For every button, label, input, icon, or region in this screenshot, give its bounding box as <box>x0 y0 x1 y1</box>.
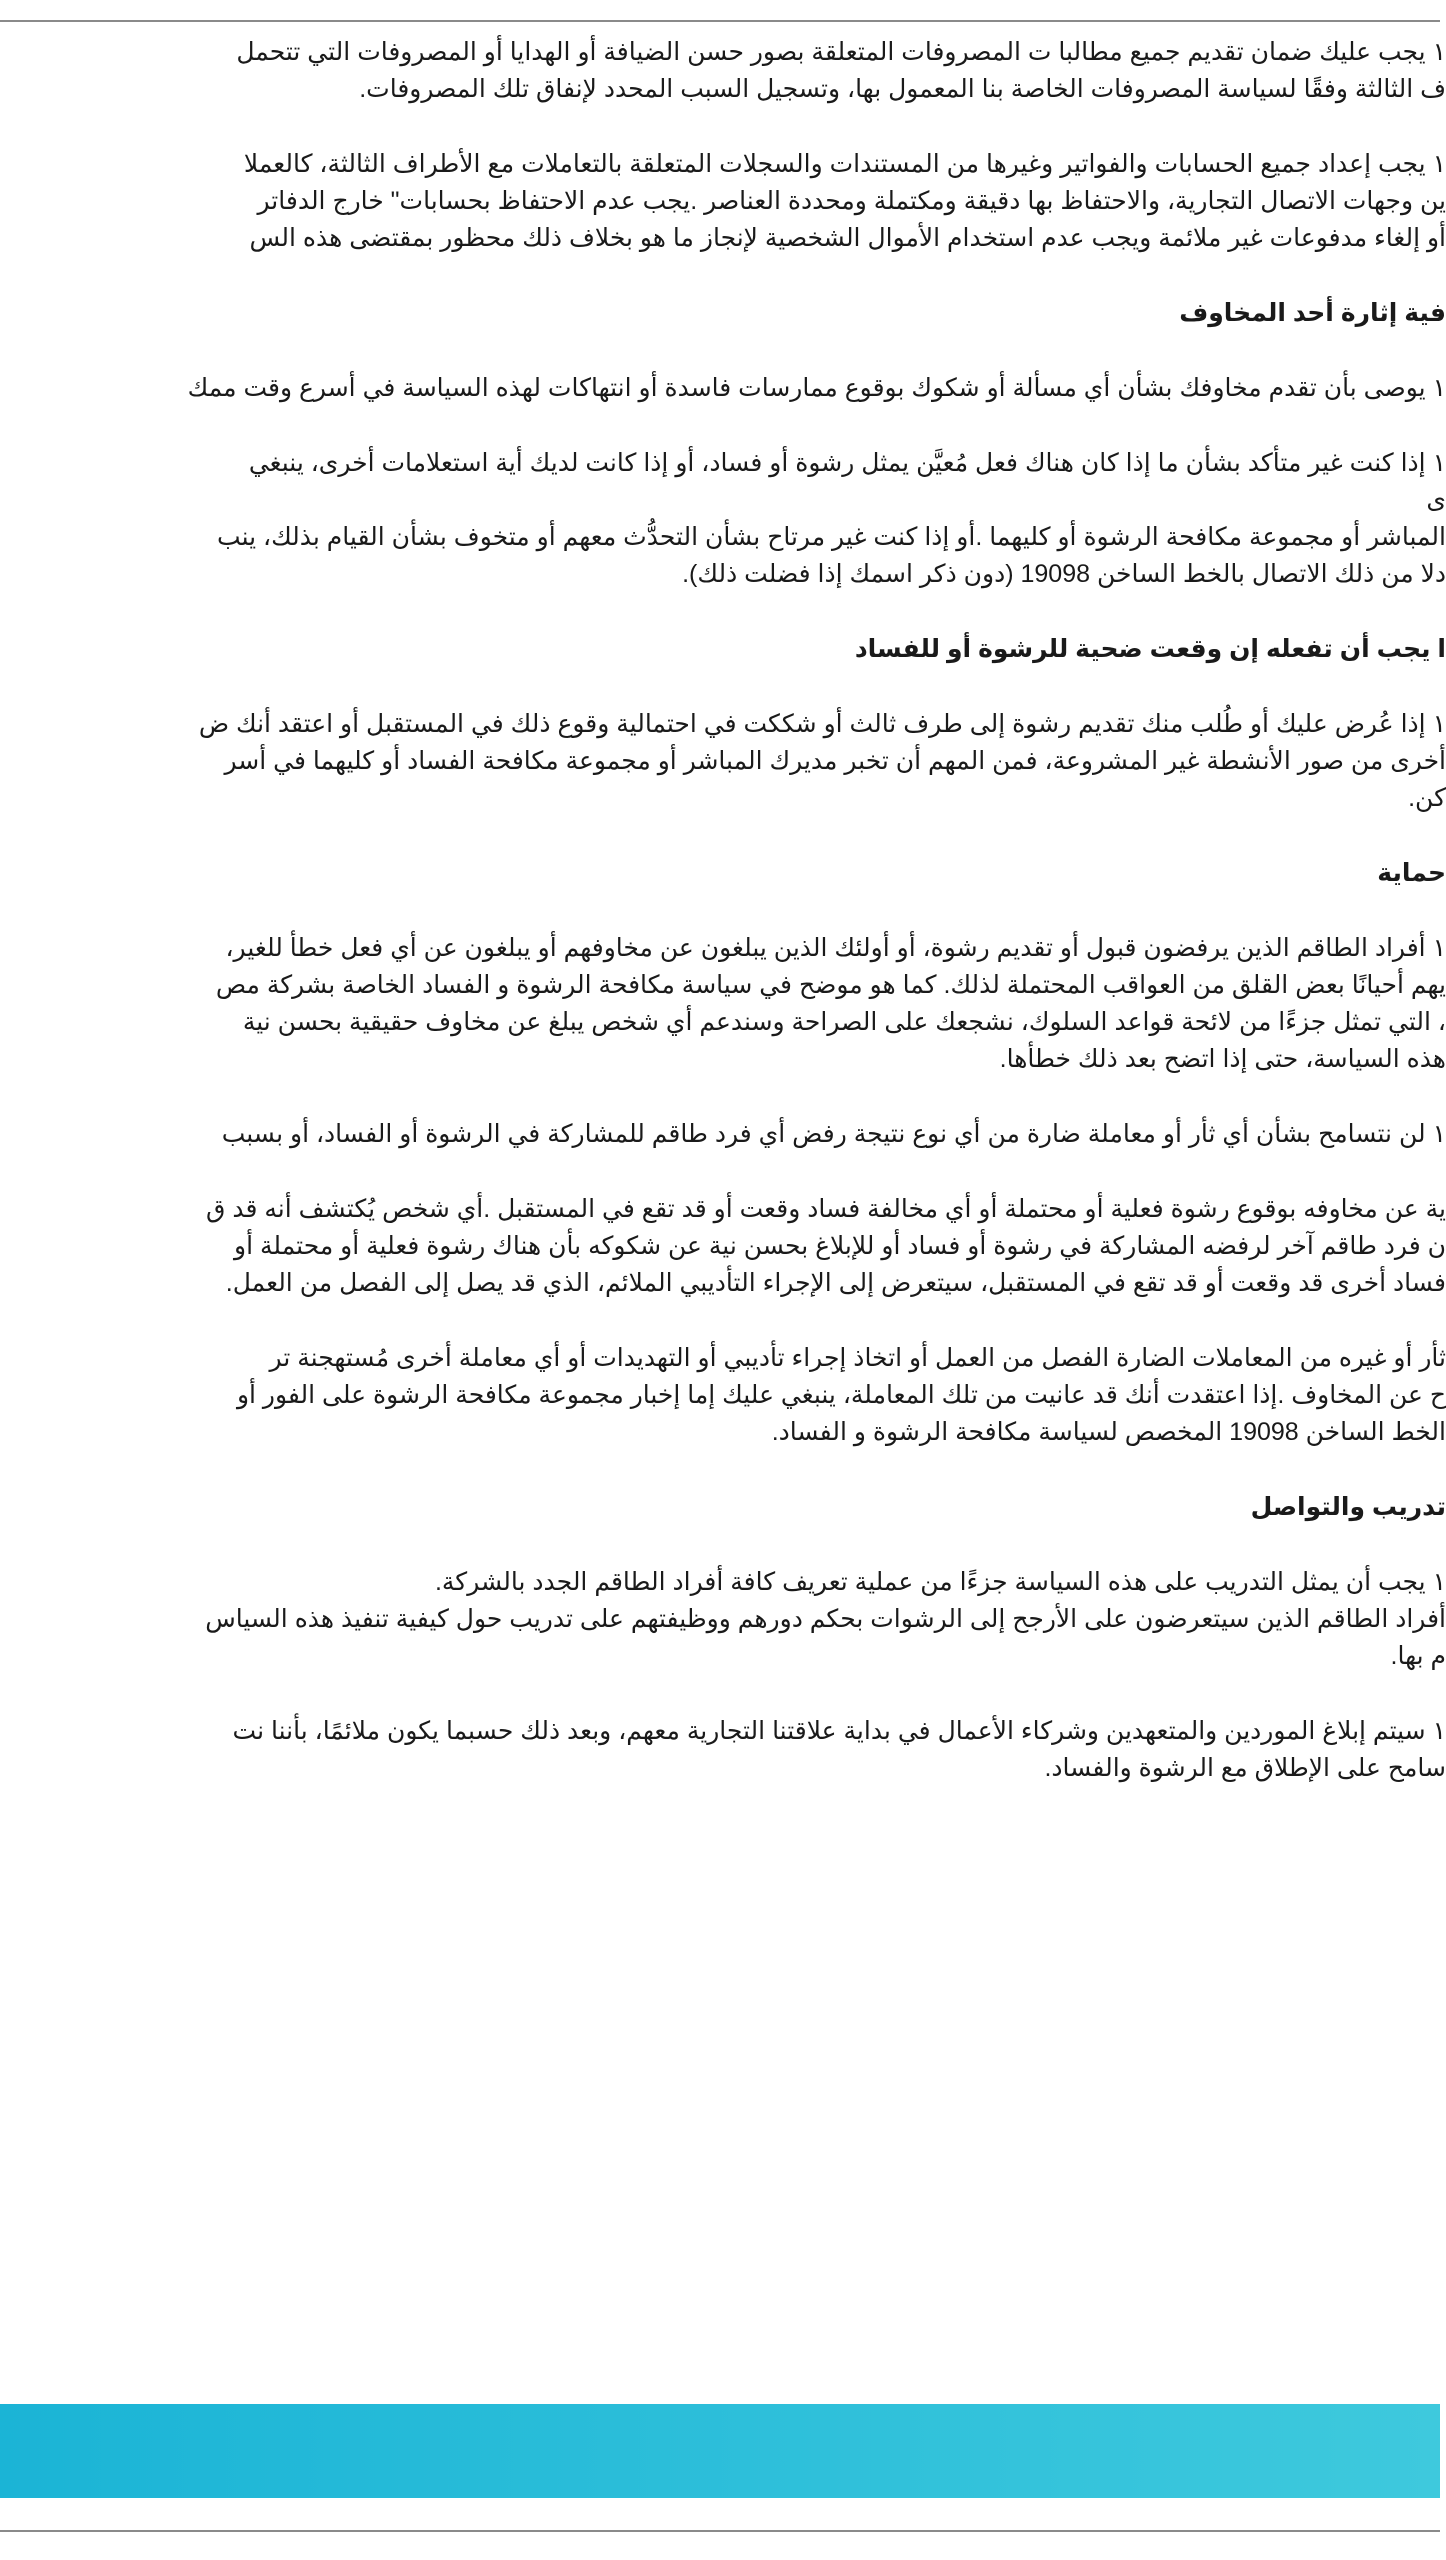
text-line: حماية <box>1377 859 1446 887</box>
text-line: ١ يوصى بأن تقدم مخاوفك بشأن أي مسألة أو شكوك بوقوع ممارسات فاسدة أو انتهاكات لهذه السياسة في أسرع وقت ممك <box>187 374 1446 402</box>
text-line: ين وجهات الاتصال التجارية، والاحتفاظ بها دقيقة ومكتملة ومحددة العناصر .يجب عدم الاحتفاظ بحسابات" خارج الدفاتر <box>257 187 1446 215</box>
paragraph <box>0 34 1446 108</box>
section-heading <box>0 631 1446 668</box>
text-line: فية إثارة أحد المخاوف <box>1179 299 1446 327</box>
text-line: ١ يجب أن يمثل التدريب على هذه السياسة جزءًا من عملية تعريف كافة أفراد الطاقم الجدد بالشركة. <box>434 1568 1446 1596</box>
footer-color-band <box>0 2404 1440 2498</box>
text-line: ١ يجب إعداد جميع الحسابات والفواتير وغيرها من المستندات والسجلات المتعلقة بالتعاملات مع الأطراف الثالثة، كالعملا <box>243 150 1446 178</box>
top-divider <box>0 20 1440 22</box>
paragraph <box>0 1564 1446 1675</box>
paragraph <box>0 146 1446 257</box>
paragraph <box>0 1116 1446 1153</box>
text-line: أو إلغاء مدفوعات غير ملائمة ويجب عدم استخدام الأموال الشخصية لإنجاز ما هو بخلاف ذلك محظور بمقتضى هذه الس <box>249 224 1446 252</box>
paragraph <box>0 1191 1446 1302</box>
text-line: ١ لن نتسامح بشأن أي ثأر أو معاملة ضارة من أي نوع نتيجة رفض أي فرد طاقم للمشاركة في الرشوة أو الفساد، أو بسبب <box>221 1120 1446 1148</box>
section-heading <box>0 1489 1446 1526</box>
text-line: أخرى من صور الأنشطة غير المشروعة، فمن المهم أن تخبر مديرك المباشر أو مجموعة مكافحة الفساد أو كليهما في أسر <box>224 747 1446 775</box>
paragraph <box>0 370 1446 407</box>
section-heading <box>0 855 1446 892</box>
text-line: تدريب والتواصل <box>1250 1493 1446 1521</box>
paragraph <box>0 930 1446 1078</box>
text-line: م بها. <box>1390 1642 1446 1670</box>
bottom-divider <box>0 2530 1440 2532</box>
paragraph <box>0 1340 1446 1451</box>
text-line: فساد أخرى قد وقعت أو قد تقع في المستقبل، سيتعرض إلى الإجراء التأديبي الملائم، الذي قد يصل إلى الفصل من العمل. <box>225 1269 1446 1297</box>
paragraph <box>0 1713 1446 1787</box>
text-line: ١ إذا عُرض عليك أو طُلب منك تقديم رشوة إلى طرف ثالث أو شككت في احتمالية وقوع ذلك في المستقبل أو اعتقد أنك ض <box>198 710 1446 738</box>
text-line: ف الثالثة وفقًا لسياسة المصروفات الخاصة بنا المعمول بها، وتسجيل السبب المحدد لإنفاق تلك المصروفات. <box>359 75 1446 103</box>
text-line: المباشر أو مجموعة مكافحة الرشوة أو كليهما .أو إذا كنت غير مرتاح بشأن التحدُّث معهم أو متخوف بشأن القيام بذلك، ينب <box>217 523 1446 551</box>
document-body <box>0 34 1446 1825</box>
text-line: ثأر أو غيره من المعاملات الضارة الفصل من العمل أو اتخاذ إجراء تأديبي أو التهديدات أو أي معاملة أخرى مُستهجنة تر <box>269 1344 1446 1372</box>
text-line: هذه السياسة، حتى إذا اتضح بعد ذلك خطأها. <box>999 1045 1446 1073</box>
text-line: أفراد الطاقم الذين سيتعرضون على الأرجح إلى الرشوات بحكم دورهم ووظيفتهم على تدريب حول كيفية تنفيذ هذه السياس <box>205 1605 1446 1633</box>
text-line: ، التي تمثل جزءًا من لائحة قواعد السلوك، نشجعك على الصراحة وسندعم أي شخص يبلغ عن مخاوف حقيقية بحسن نية <box>242 1008 1446 1036</box>
section-heading <box>0 295 1446 332</box>
text-line: ١ أفراد الطاقم الذين يرفضون قبول أو تقديم رشوة، أو أولئك الذين يبلغون عن مخاوفهم أو يبلغون عن أي فعل خطأ للغير، <box>225 934 1446 962</box>
text-line: كن. <box>1408 784 1446 812</box>
paragraph <box>0 445 1446 593</box>
paragraph <box>0 706 1446 817</box>
text-line: ١ إذا كنت غير متأكد بشأن ما إذا كان هناك فعل مُعيَّن يمثل رشوة أو فساد، أو إذا كانت لديك أية استعلامات أخرى، ينبغي <box>248 449 1446 477</box>
text-line: ية عن مخاوفه بوقوع رشوة فعلية أو محتملة أو أي مخالفة فساد وقعت أو قد تقع في المستقبل .أي شخص يُكتشف أنه قد ق <box>206 1195 1446 1223</box>
text-line: يهم أحيانًا بعض القلق من العواقب المحتملة لذلك. كما هو موضح في سياسة مكافحة الرشوة و الفساد الخاصة بشركة مص <box>215 971 1446 999</box>
text-line: سامح على الإطلاق مع الرشوة والفساد. <box>1044 1754 1446 1782</box>
text-line: ا يجب أن تفعله إن وقعت ضحية للرشوة أو للفساد <box>854 635 1446 663</box>
text-line: ١ سيتم إبلاغ الموردين والمتعهدين وشركاء الأعمال في بداية علاقتنا التجارية معهم، وبعد ذلك حسبما يكون ملائمًا، بأننا نت <box>232 1717 1446 1745</box>
text-line: الخط الساخن 19098 المخصص لسياسة مكافحة الرشوة و الفساد. <box>771 1418 1446 1446</box>
text-line: ح عن المخاوف .إذا اعتقدت أنك قد عانيت من تلك المعاملة، ينبغي عليك إما إخبار مجموعة مكافحة الرشوة على الفور أو <box>236 1381 1446 1409</box>
text-line: ى <box>1426 486 1446 514</box>
text-line: ١ يجب عليك ضمان تقديم جميع مطالبا ت المصروفات المتعلقة بصور حسن الضيافة أو الهدايا أو المصروفات التي تتحمل <box>236 38 1446 66</box>
text-line: ن فرد طاقم آخر لرفضه المشاركة في رشوة أو فساد أو للإبلاغ بحسن نية عن شكوكه بأن هناك رشوة فعلية أو محتملة أو <box>234 1232 1446 1260</box>
text-line: دلا من ذلك الاتصال بالخط الساخن 19098 (دون ذكر اسمك إذا فضلت ذلك). <box>682 560 1446 588</box>
